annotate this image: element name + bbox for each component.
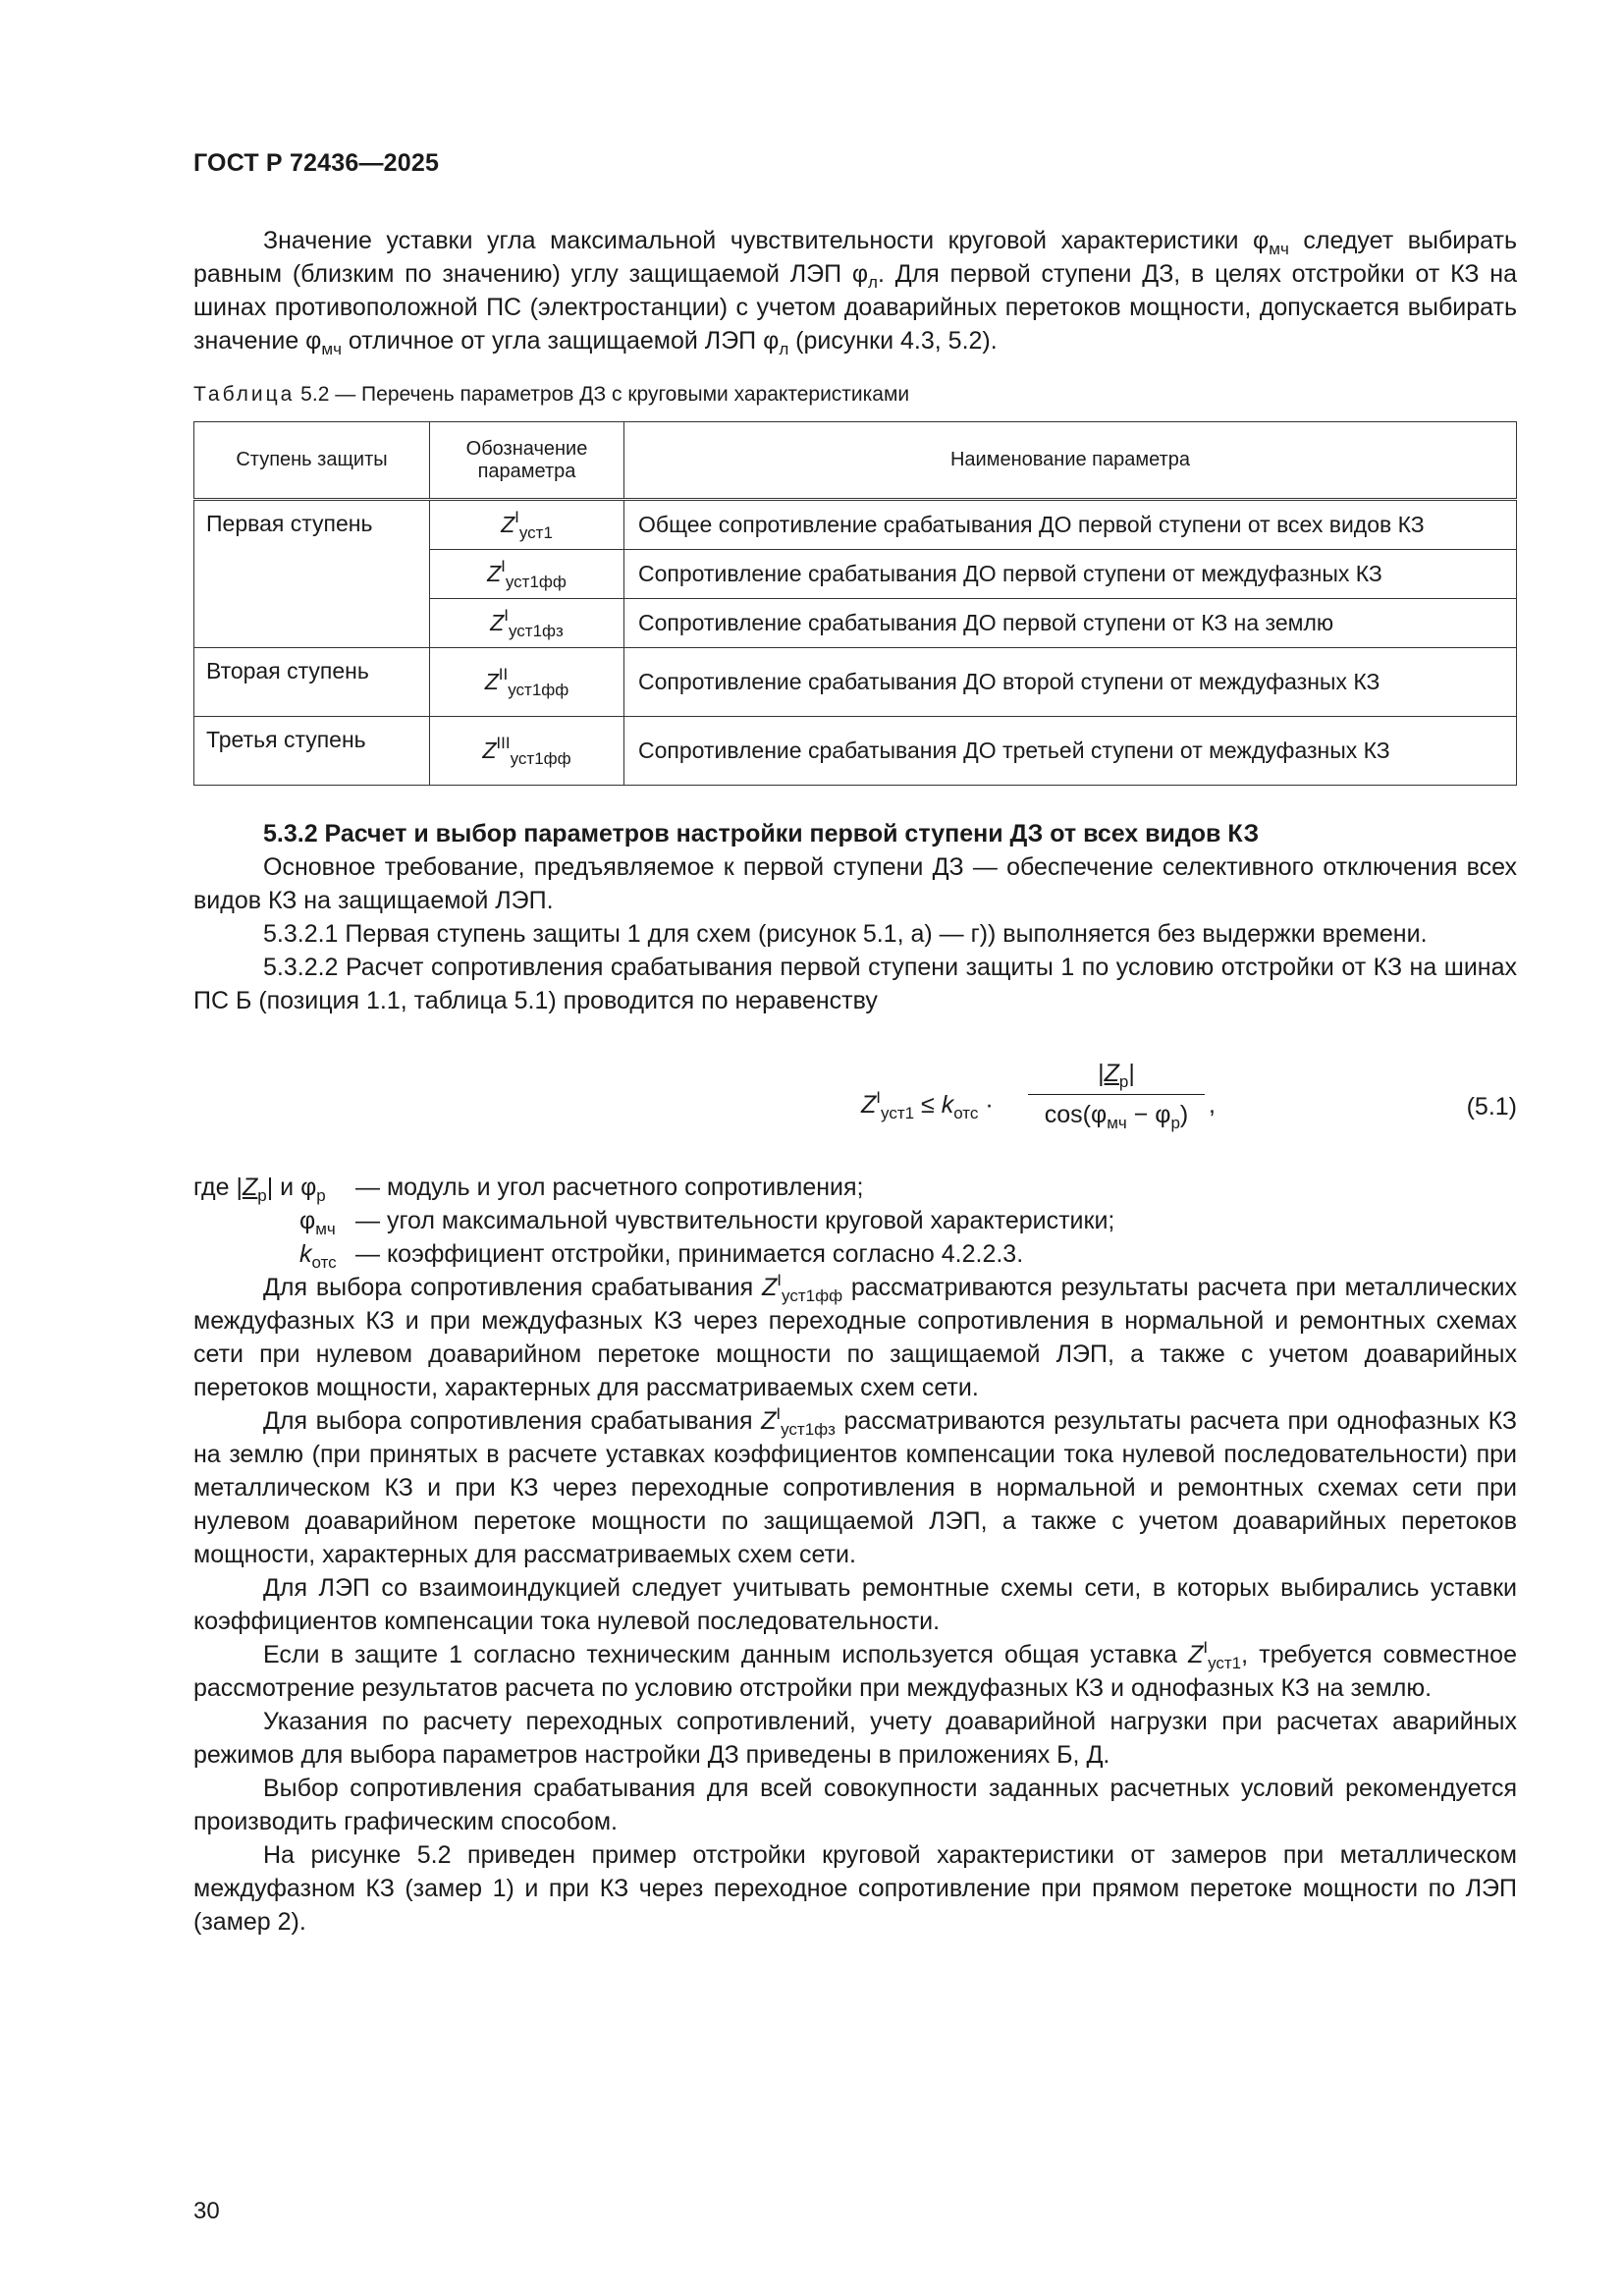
- table-cell-symbol: $Z^{II}_{уст1фф}$: [430, 648, 624, 717]
- document-page: ГОСТ Р 72436—2025 Значение уставки угла максимальной чувствительности круговой характеристики $\varphi_{мч}$ следует выбирать равным (близким по значению) углу защищаемой ЛЭП $\varphi_л$. Для первой ступени ДЗ, в целях отстройки от КЗ на шинах противоположной ПС (электростанции) с учетом доаварийных перетоков мощности, допускается выбирать значение $\varphi_{мч}$ отличное от угла защищаемой ЛЭП $\varphi_л$ (рисунки 4.3, 5.2). Таблица 5.2 — Перечень параметров ДЗ с круговыми характеристиками Ступень защиты Обозначение параметра Наименование параметра Первая ступень $Z^I_{уст1}$ Общее сопротивление срабатывания ДО первой ступени от всех видов КЗ $Z^I_{уст1фф}$ Сопротивление срабатывания ДО первой ступени от междуфазных КЗ $Z^I_{уст1фз}$ Сопротивление срабатывания ДО первой ступени от КЗ на землю Вторая ступень $Z^{II}_{уст1фф}$ Сопротивление срабатывания ДО второй ступени от междуфазных КЗ Третья ступень $Z^{III}_{уст1фф}$ Сопротивление срабатывания ДО третьей ступени от междуфазных КЗ 5.3.2 Расчет и выбор параметров настройки первой ступени ДЗ от всех видов КЗ Основное требование, предъявляемое к первой ступени ДЗ — обеспечение селективного отключения всех видов КЗ на защищаемой ЛЭП. 5.3.2.1 Первая ступень защиты 1 для схем (рисунок 5.1, а) — г)) выполняется без выдержки времени. 5.3.2.2 Расчет сопротивления срабатывания первой ступени защиты 1 по условию отстройки от КЗ на шинах ПС Б (позиция 1.1, таблица 5.1) проводится по неравенству $Z^I_{уст1} \le k_{отс}$ · $|Z_р|$ $\cos(\varphi_{мч} - \varphi_р)$ , (5.1) где $|Z_р|$ и $\varphi_р$ — модуль и угол расчетного сопротивления; $\varphi_{мч}$ — угол максимальной чувствительности круговой характеристики; $k_{отс}$ — коэффициент отстройки, принимается согласно 4.2.2.3. Для выбора сопротивления срабатывания $Z^I_{уст1фф}$ рассматриваются результаты расчета при металлических междуфазных КЗ и при междуфазных КЗ через переходные сопротивления в нормальной и ремонтных схемах сети при нулевом доаварийном перетоке мощности по защищаемой ЛЭП, а также с учетом доаварийных перетоков мощности, характерных для рассматриваемых схем сети. Для выбора сопротивления срабатывания $Z^I_{уст1фз}$ рассматриваются результаты расчета при однофазных КЗ на землю (при принятых в расчете уставках коэффициентов компенсации тока нулевой последовательности) при металлическом КЗ и при КЗ через переходные сопротивления в нормальной и ремонтных схемах сети при нулевом доаварийном перетоке мощности по защищаемой ЛЭП, а также с учетом доаварийных перетоков мощности, характерных для рассматриваемых схем сети. Для ЛЭП со взаимоиндукцией следует учитывать ремонтные схемы сети, в которых выбирались уставки коэффициентов компенсации тока нулевой последовательности. Если в защите 1 согласно техническим данным используется общая уставка $Z^I_{уст1}$, требуется совместное рассмотрение результатов расчета по условию отстройки при междуфазных КЗ и однофазных КЗ на землю. Указания по расчету переходных сопротивлений, учету доаварийной нагрузки при расчетах аварийных режимов для выбора параметров настройки ДЗ приведены в приложениях Б, Д. Выбор сопротивления срабатывания для всей совокупности заданных расчетных условий рекомендуется производить графическим способом. На рисунке 5.2 приведен пример отстройки круговой характеристики от замеров при металлическом междуфазном КЗ (замер 1) и при КЗ через переходное сопротивление при прямом перетоке мощности по ЛЭП (замер 2). 30: [193, 149, 1518, 2224]
- section-heading: 5.3.2 Расчет и выбор параметров настройки первой ступени ДЗ от всех видов КЗ: [263, 820, 1260, 847]
- table-cell-name: Сопротивление срабатывания ДО первой ступени от КЗ на землю: [624, 599, 1517, 648]
- table-row: [194, 500, 1517, 550]
- table-cell-name: Общее сопротивление срабатывания ДО первой ступени от всех видов КЗ: [624, 500, 1517, 550]
- intro-paragraph: Значение уставки угла максимальной чувствительности круговой характеристики $\varphi_{мч}$ следует выбирать равным (близким по значению) углу защищаемой ЛЭП $\varphi_л$. Для первой ступени ДЗ, в целях отстройки от КЗ на шинах противоположной ПС (электростанции) с учетом доаварийных перетоков мощности, допускается выбирать значение $\varphi_{мч}$ отличное от угла защищаемой ЛЭП $\varphi_л$ (рисунки 4.3, 5.2).: [193, 227, 1517, 358]
- table-header-cell: Наименование параметра: [624, 422, 1517, 500]
- table-cell-symbol: $Z^I_{уст1фз}$: [430, 599, 624, 648]
- paragraph: Для выбора сопротивления срабатывания $Z^I_{уст1фф}$ рассматриваются результаты расчета при металлических междуфазных КЗ и при междуфазных КЗ через переходные сопротивления в нормальной и ремонтных схемах сети при нулевом доаварийном перетоке мощности по защищаемой ЛЭП, а также с учетом доаварийных перетоков мощности, характерных для рассматриваемых схем сети.: [193, 1271, 1517, 1401]
- table-row: [194, 648, 1517, 717]
- table-cell-name: Сопротивление срабатывания ДО второй ступени от междуфазных КЗ: [624, 648, 1517, 717]
- table-row: [194, 717, 1517, 786]
- table-cell-level: Первая ступень: [194, 500, 430, 648]
- paragraph: Выбор сопротивления срабатывания для всей совокупности заданных расчетных условий рекомендуется производить графическим способом.: [193, 1775, 1517, 1835]
- paragraph: Если в защите 1 согласно техническим данным используется общая уставка $Z^I_{уст1}$, требуется совместное рассмотрение результатов расчета по условию отстройки при междуфазных КЗ и однофазных КЗ на землю.: [193, 1638, 1517, 1702]
- table-cell-level: Вторая ступень: [194, 648, 430, 717]
- table-header-cell: Ступень защиты: [194, 422, 430, 500]
- table-header-row: [194, 422, 1517, 500]
- paragraph: Указания по расчету переходных сопротивлений, учету доаварийной нагрузки при расчетах аварийных режимов для выбора параметров настройки ДЗ приведены в приложениях Б, Д.: [193, 1708, 1517, 1769]
- body-text: [193, 1271, 1517, 1939]
- table-cell-name: Сопротивление срабатывания ДО третьей ступени от междуфазных КЗ: [624, 717, 1517, 786]
- formula-5-1: $Z^I_{уст1} \le k_{отс}$ · $|Z_р|$ $\cos(\varphi_{мч} - \varphi_р)$ ,: [861, 1060, 1216, 1132]
- table-header-cell: Обозначение параметра: [430, 422, 624, 500]
- paragraph: 5.3.2.1 Первая ступень защиты 1 для схем (рисунок 5.1, а) — г)) выполняется без выдержки времени.: [263, 920, 1428, 948]
- table-cell-symbol: $Z^I_{уст1}$: [430, 500, 624, 550]
- paragraph: Основное требование, предъявляемое к первой ступени ДЗ — обеспечение селективного отключения всех видов КЗ на защищаемой ЛЭП.: [193, 853, 1517, 914]
- section-text: [193, 817, 1517, 1017]
- formula-fraction: $|Z_р|$ $\cos(\varphi_{мч} - \varphi_р)$: [1028, 1060, 1205, 1129]
- paragraph: Для ЛЭП со взаимоиндукцией следует учитывать ремонтные схемы сети, в которых выбирались уставки коэффициентов компенсации тока нулевой последовательности.: [193, 1574, 1517, 1635]
- table-cell-symbol: $Z^{III}_{уст1фф}$: [430, 717, 624, 786]
- table-cell-symbol: $Z^I_{уст1фф}$: [430, 550, 624, 599]
- paragraph: На рисунке 5.2 приведен пример отстройки круговой характеристики от замеров при металлическом междуфазном КЗ (замер 1) и при КЗ через переходное сопротивление при прямом перетоке мощности по ЛЭП (замер 2).: [193, 1841, 1517, 1936]
- table-cell-level: Третья ступень: [194, 717, 430, 786]
- paragraph: 5.3.2.2 Расчет сопротивления срабатывания первой ступени защиты 1 по условию отстройки от КЗ на шинах ПС Б (позиция 1.1, таблица 5.1) проводится по неравенству: [193, 954, 1517, 1014]
- page-number: 30: [193, 2198, 220, 2224]
- paragraph: Для выбора сопротивления срабатывания $Z^I_{уст1фз}$ рассматриваются результаты расчета при однофазных КЗ на землю (при принятых в расчете уставках коэффициентов компенсации тока нулевой последовательности) при металлическом КЗ и при КЗ через переходные сопротивления в нормальной и ремонтных схемах сети при нулевом доаварийном перетоке мощности по защищаемой ЛЭП, а также с учетом доаварийных перетоков мощности, характерных для рассматриваемых схем сети.: [193, 1404, 1518, 1568]
- document-header: ГОСТ Р 72436—2025: [193, 149, 440, 177]
- equation-number: (5.1): [1466, 1093, 1517, 1121]
- table-cell-name: Сопротивление срабатывания ДО первой ступени от междуфазных КЗ: [624, 550, 1517, 599]
- parameters-table: [193, 421, 1517, 786]
- table-caption: Таблица 5.2 — Перечень параметров ДЗ с круговыми характеристиками: [193, 383, 910, 406]
- formula-block: [193, 1056, 1517, 1164]
